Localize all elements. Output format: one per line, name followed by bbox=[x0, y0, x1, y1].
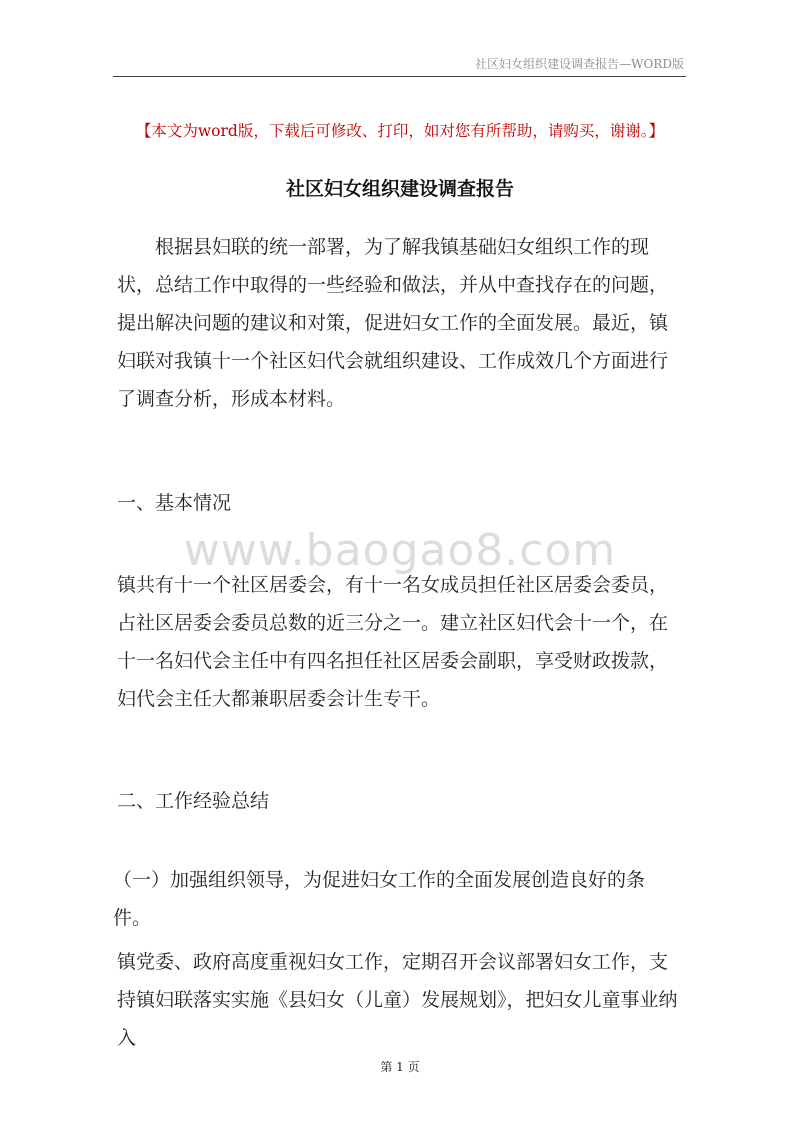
document-title: 社区妇女组织建设调查报告 bbox=[285, 178, 514, 200]
section-heading-basic: 一、基本情况 bbox=[117, 492, 232, 514]
running-header: 社区妇女组织建设调查报告—WORD版 bbox=[475, 57, 684, 71]
purchase-notice: 【本文为word版，下载后可修改、打印，如对您有所帮助，请购买，谢谢。】 bbox=[135, 122, 665, 140]
paragraph-intro: 根据县妇联的统一部署，为了解我镇基础妇女组织工作的现状，总结工作中取得的一些经验和做法，并从中查找存在的问题，提出解决问题的建议和对策，促进妇女工作的全面发展。最近，镇妇联对我镇十一个社区妇代会就组织建设、工作成效几个方面进行了调查分析，形成本材料。 bbox=[117, 236, 669, 410]
subsection-heading-leadership: （一）加强组织领导，为促进妇女工作的全面发展创造良好的条件。 bbox=[113, 869, 646, 929]
header-divider bbox=[113, 76, 686, 77]
paragraph-leadership: 镇党委、政府高度重视妇女工作，定期召开会议部署妇女工作，支持镇妇联落实实施《县妇女（儿童）发展规划》，把妇女儿童事业纳入 bbox=[117, 951, 678, 1049]
section-heading-experience: 二、工作经验总结 bbox=[117, 790, 270, 812]
watermark: www.baogao8.com bbox=[183, 525, 617, 576]
paragraph-basic: 镇共有十一个社区居委会，有十一名女成员担任社区居委会委员，占社区居委会委员总数的近三分之一。建立社区妇代会十一个，在十一名妇代会主任中有四名担任社区居委会副职，享受财政拨款，妇代会主任大都兼职居委会计生专干。 bbox=[117, 574, 669, 710]
page-number: 第 1 页 bbox=[380, 1060, 420, 1074]
